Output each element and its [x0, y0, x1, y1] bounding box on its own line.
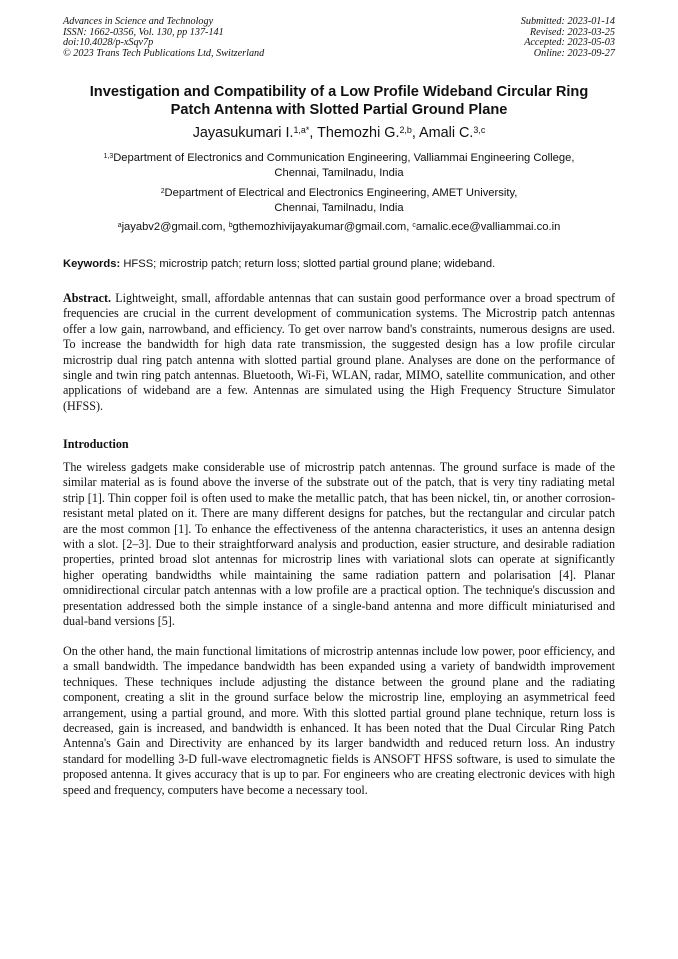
email-1-sup: a: [117, 221, 122, 229]
author-3-sup: 3,c: [473, 124, 486, 135]
author-2-name: Themozhi G.: [317, 125, 400, 141]
abstract: [63, 291, 615, 414]
email-2[interactable]: gthemozhivijayakumar@gmail.com: [232, 221, 407, 233]
affiliation-2: [40, 186, 638, 216]
abstract-label: Abstract.: [63, 291, 112, 305]
author-2-sup: 2,b: [399, 124, 412, 135]
keywords-label: Keywords:: [63, 258, 121, 270]
date-accepted: Accepted: 2023-05-03: [524, 37, 615, 49]
email-2-sup: b: [228, 221, 233, 229]
keywords: [63, 257, 615, 272]
email-separator: ,: [222, 221, 229, 233]
date-online: Online: 2023-09-27: [533, 47, 615, 59]
journal-doi[interactable]: doi:10.4028/p-xSqv7p: [63, 37, 154, 49]
paper-title: [40, 83, 638, 119]
email-3-sup: c: [412, 221, 416, 229]
date-revised: Revised: 2023-03-25: [529, 26, 615, 38]
introduction-heading: Introduction: [63, 437, 129, 451]
affiliation-1-sup: 1,3: [103, 152, 114, 160]
affiliation-2-line-2: Chennai, Tamilnadu, India: [274, 202, 404, 214]
email-separator: ,: [406, 221, 413, 233]
affiliation-1-line-2: Chennai, Tamilnadu, India: [274, 167, 404, 179]
affiliation-1-line-1: Department of Electronics and Communication Engineering, Valliammai Engineering College,: [113, 152, 575, 164]
author-1-name: Jayasukumari I.: [192, 125, 294, 141]
journal-info-header: [63, 17, 264, 59]
affiliation-2-line-1: Department of Electrical and Electronics Engineering, AMET University,: [164, 187, 518, 199]
journal-issn: ISSN: 1662-0356, Vol. 130, pp 137-141: [63, 26, 224, 38]
introduction-paragraph-1: The wireless gadgets make considerable use of microstrip patch antennas. The ground surface is made of the similar material as is found above the inverse of the substrate out of the patch, that is very tiny radiating metal strip [1]. Thin copper foil is often used to make the metallic patch, that has been nickel, tin, or another corrosion-resistant metal plated on it. There are many different designs for patches, but the rectangular and circular patch are the most common [1]. To enhance the effectiveness of the antenna characteristics, it uses an antenna design with a slot. [2–3]. Due to their straightforward analysis and production, easier structure, and desirable radiation properties, printed broad slot antennas for microstrip lines with variational slots can operate at significantly higher operating bandwidths while maintaining the same radiation pattern and polarisation [4]. Planar omnidirectional circular patch antennas with a low profile are a practical option. The technique's discussion and presentation addressed both the simple instance of a single-band antenna and more difficult miniaturised and dual-band versions [5].: [63, 460, 615, 629]
journal-name: Advances in Science and Technology: [63, 16, 214, 27]
author-separator: ,: [411, 125, 420, 141]
affiliation-2-sup: 2: [160, 187, 165, 195]
affiliation-1: [40, 151, 638, 181]
abstract-text: Lightweight, small, affordable antennas that can sustain good performance over a broad spectrum of frequencies are crucial in the current development of communication systems. The Microstrip patch antennas offer a low gain, narrowband, and efficiency. To get over narrow band's constraints, numerous designs are used. To increase the bandwidth for high data rate transmission, the suggested design has a low profile circular microstrip dual ring patch antenna with slotted partial ground plane. Analyses are done on the performance of single and twin ring patch antennas. Bluetooth, Wi-Fi, WLAN, radar, MIMO, satellite communication, and other applications of wideband are a few. Antennas are simulated using the High Frequency Structure Simulator (HFSS).: [63, 291, 616, 413]
email-1[interactable]: jayabv2@gmail.com: [121, 221, 223, 233]
keywords-text: HFSS; microstrip patch; return loss; slotted partial ground plane; wideband.: [123, 258, 496, 270]
title-line-2: Patch Antenna with Slotted Partial Ground Plane: [170, 102, 508, 118]
date-submitted: Submitted: 2023-01-14: [520, 16, 615, 27]
author-list: [40, 124, 638, 142]
title-line-1: Investigation and Compatibility of a Low Profile Wideband Circular Ring: [89, 84, 589, 100]
introduction-paragraph-2: On the other hand, the main functional limitations of microstrip antennas include low power, poor efficiency, and a small bandwidth. The impedance bandwidth has been expanded using a variety of bandwidth improvement techniques. These techniques include adjusting the distance between the ground plane and the radiating component, creating a slit in the ground surface below the microstrip line, employing an asymmetrical feed arrangement, using a partial ground, and more. With this slotted partial ground plane technique, return loss is decreased, gain is increased, and bandwidth is enhanced. It has been noted that the Dual Circular Ring Patch Antenna's Gain and Directivity are enhanced by its larger bandwidth and reduced return loss. An industry standard for modelling 3-D full-wave electromagnetic fields is ANSOFT HFSS software, is used to simulate the proposed antenna. It gives accuracy that is up to par. For engineers who are creating electronic devices with high speed and frequency, computers have become a necessary tool.: [63, 644, 615, 797]
email-list: [40, 220, 638, 235]
author-3-name: Amali C.: [419, 125, 474, 141]
author-1-sup: 1,a*: [293, 124, 310, 135]
email-3[interactable]: amalic.ece@valliammai.co.in: [415, 221, 561, 233]
dates-header: [521, 17, 615, 59]
journal-copyright: © 2023 Trans Tech Publications Ltd, Switzerland: [63, 47, 265, 59]
author-separator: ,: [309, 125, 318, 141]
